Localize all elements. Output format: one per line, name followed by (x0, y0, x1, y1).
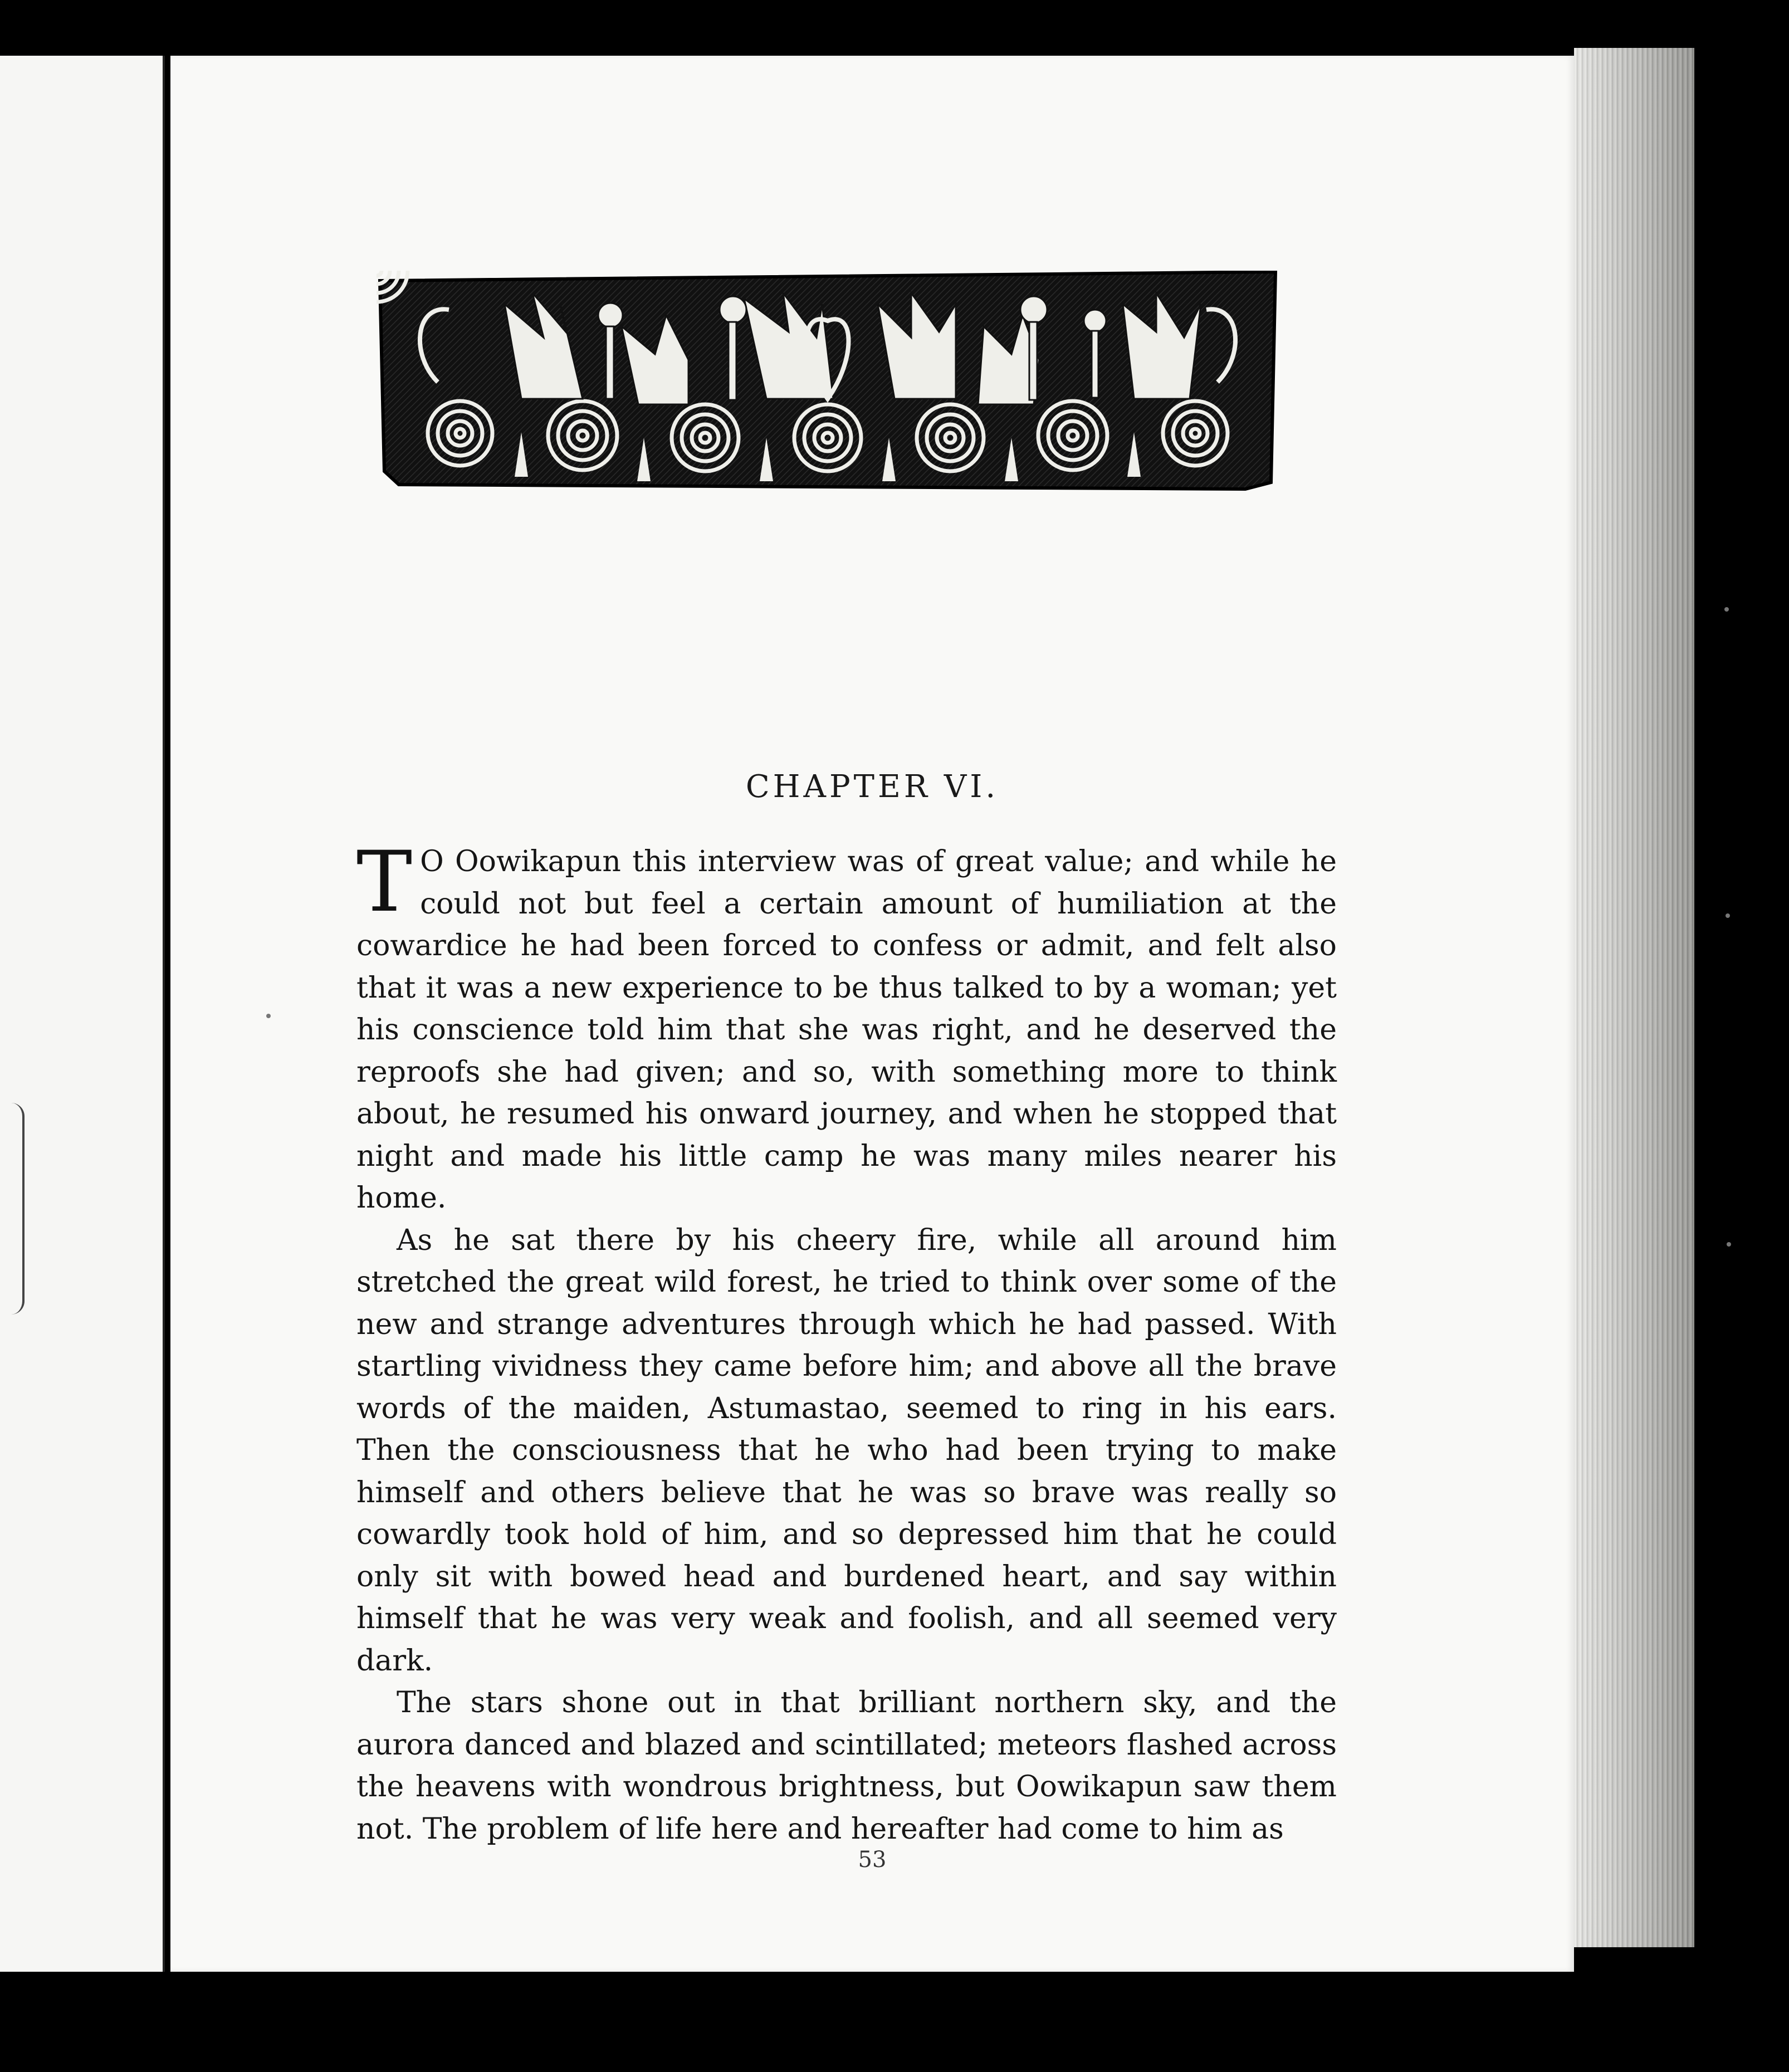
drop-cap: T (356, 834, 413, 931)
paragraph-3: The stars shone out in that brilliant northern sky, and the aurora danced and blazed and scintillated; meteors flashed across the heavens with wondrous brightness, but Oowikapun saw them not. The problem of life here and hereafter had come to him as (356, 1686, 1337, 1846)
scan-speck (266, 1014, 271, 1018)
scan-speck (1727, 1242, 1731, 1247)
chapter-title: CHAPTER VI. (745, 769, 999, 805)
paragraph-2: As he sat there by his cheery fire, while all around him stretched the great wild forest, he tried to think over some of the new and strange adventures through which he had passed. With startling vividness they came before him; and above all the brave words of the maiden, Astumastao, seemed to ring in his ears. Then the consciousness that he who had been trying to make himself and others believe that he was so brave was really so cowardly took hold of him, and so depressed him that he could only sit with bowed head and burdened heart, and say within himself that he was very weak and foolish, and all seemed very dark. (356, 1223, 1337, 1678)
page-number: 53 (858, 1847, 887, 1873)
page-stack-edges (1574, 48, 1694, 1947)
chapter-body (356, 834, 1337, 1850)
scan-speck (1724, 607, 1729, 612)
acanthus-scroll-ornament-icon (377, 271, 1279, 493)
paragraph-1 (356, 834, 1337, 1220)
previous-page-edge (0, 56, 165, 1972)
page-stack-shade (1574, 48, 1694, 1947)
page-curl-mark (11, 1103, 25, 1314)
scan-speck (1726, 913, 1730, 918)
paragraph-1-text: O Oowikapun this interview was of great value; and while he could not but feel a certain amount of humiliation at the cowardice he had been forced to confess or admit, and felt also that it was a new experience to be thus talked to by a woman; yet his conscience told him that she was right, and he deserved the reproofs she had given; and so, with something more to think about, he resumed his onward journey, and when he stopped that night and made his little camp he was many miles nearer his home. (356, 845, 1337, 1215)
